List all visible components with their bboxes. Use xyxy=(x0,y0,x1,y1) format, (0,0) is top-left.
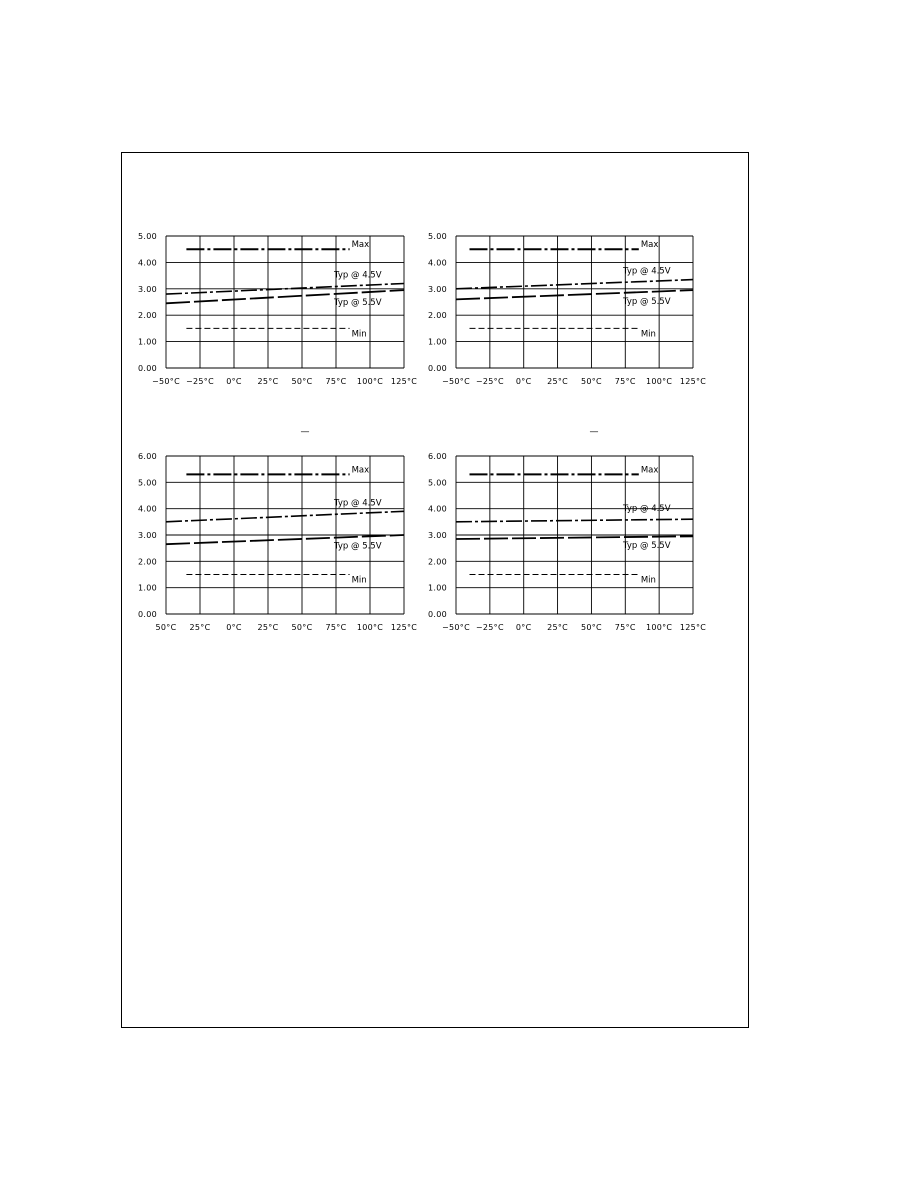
series-label-typ-5-5v: Typ @ 5.5V xyxy=(623,541,671,552)
series-label-max: Max xyxy=(640,465,659,476)
y-tick-label: 5.00 xyxy=(428,478,448,488)
x-tick-label: 0°C xyxy=(515,623,532,632)
x-tick-label: 125°C xyxy=(390,377,418,386)
x-tick-label: −50°C xyxy=(442,377,470,386)
chart-1 xyxy=(138,232,417,386)
x-tick-label: 75°C xyxy=(325,377,347,386)
series-label-typ-5-5v: Typ @ 5.5V xyxy=(334,541,382,552)
series-line-typ-4-5v xyxy=(456,280,693,289)
y-tick-label: 3.00 xyxy=(138,531,158,540)
series-label-max: Max xyxy=(351,240,370,251)
y-tick-label: 2.00 xyxy=(428,557,448,567)
x-tick-label: 50°C xyxy=(580,377,602,386)
series-label-typ-5-5v: Typ @ 5.5V xyxy=(334,298,382,309)
series-label-typ-5-5v: Typ @ 5.5V xyxy=(623,296,671,307)
series-label-min: Min xyxy=(351,329,367,340)
x-tick-label: 0°C xyxy=(226,623,242,632)
y-tick-label: 4.00 xyxy=(138,504,158,514)
x-tick-label: 25°C xyxy=(547,623,569,632)
x-tick-label: −50°C xyxy=(152,377,180,386)
x-tick-label: 100°C xyxy=(645,377,673,386)
y-tick-label: 2.00 xyxy=(138,557,158,567)
x-tick-label: −25°C xyxy=(475,623,504,632)
x-tick-label: 50°C xyxy=(580,623,602,632)
x-tick-label: 25°C xyxy=(257,377,279,386)
series-label-max: Max xyxy=(640,240,659,251)
series-line-typ-5-5v xyxy=(456,536,693,539)
chart-title: — xyxy=(300,427,310,437)
y-tick-label: 1.00 xyxy=(138,583,158,593)
chart-title: — xyxy=(589,427,599,437)
x-tick-label: 0°C xyxy=(226,377,242,386)
x-tick-label: −50°C xyxy=(442,623,470,632)
chart-3 xyxy=(138,427,417,632)
y-tick-label: 5.00 xyxy=(428,232,448,241)
chart-4 xyxy=(428,427,706,632)
series-label-min: Min xyxy=(640,329,656,340)
x-tick-label: 50°C xyxy=(291,623,313,632)
y-tick-label: 3.00 xyxy=(428,284,448,294)
y-tick-label: 1.00 xyxy=(428,337,448,347)
y-tick-label: 0.00 xyxy=(428,364,448,373)
y-tick-label: 6.00 xyxy=(428,452,448,461)
y-tick-label: 0.00 xyxy=(138,610,158,619)
y-tick-label: 6.00 xyxy=(138,452,158,461)
x-tick-label: 125°C xyxy=(390,623,418,632)
x-tick-label: 75°C xyxy=(325,623,347,632)
y-tick-label: 3.00 xyxy=(428,531,448,540)
series-line-typ-4-5v xyxy=(456,519,693,522)
series-label-min: Min xyxy=(640,575,656,586)
x-tick-label: −25°C xyxy=(475,377,504,386)
series-label-max: Max xyxy=(351,465,370,476)
y-tick-label: 2.00 xyxy=(138,311,158,321)
series-label-typ-4-5v: Typ @ 4.5V xyxy=(623,503,671,514)
series-label-min: Min xyxy=(351,575,367,586)
y-tick-label: 3.00 xyxy=(138,284,158,294)
y-tick-label: 4.00 xyxy=(138,258,158,268)
y-tick-label: 5.00 xyxy=(138,232,158,241)
x-tick-label: 25°C xyxy=(547,377,569,386)
series-line-typ-4-5v xyxy=(166,511,404,522)
x-tick-label: −25°C xyxy=(186,377,214,386)
x-tick-label: 25°C xyxy=(257,623,279,632)
series-label-typ-4-5v: Typ @ 4.5V xyxy=(334,270,382,281)
x-tick-label: 100°C xyxy=(356,377,384,386)
y-tick-label: 5.00 xyxy=(138,478,158,488)
x-tick-label: 100°C xyxy=(356,623,384,632)
series-label-typ-4-5v: Typ @ 4.5V xyxy=(623,266,671,277)
chart-2 xyxy=(428,232,706,386)
y-tick-label: 0.00 xyxy=(428,610,448,619)
x-tick-label: 50°C xyxy=(155,623,177,632)
y-tick-label: 0.00 xyxy=(138,364,158,373)
x-tick-label: 25°C xyxy=(189,623,211,632)
x-tick-label: 50°C xyxy=(291,377,313,386)
x-tick-label: 0°C xyxy=(515,377,532,386)
x-tick-label: 75°C xyxy=(614,377,636,386)
series-label-typ-4-5v: Typ @ 4.5V xyxy=(334,498,382,509)
x-tick-label: 100°C xyxy=(645,623,673,632)
y-tick-label: 1.00 xyxy=(428,583,448,593)
x-tick-label: 75°C xyxy=(614,623,636,632)
y-tick-label: 2.00 xyxy=(428,311,448,321)
y-tick-label: 1.00 xyxy=(138,337,158,347)
x-tick-label: 125°C xyxy=(679,377,707,386)
x-tick-label: 125°C xyxy=(679,623,707,632)
y-tick-label: 4.00 xyxy=(428,258,448,268)
y-tick-label: 4.00 xyxy=(428,504,448,514)
